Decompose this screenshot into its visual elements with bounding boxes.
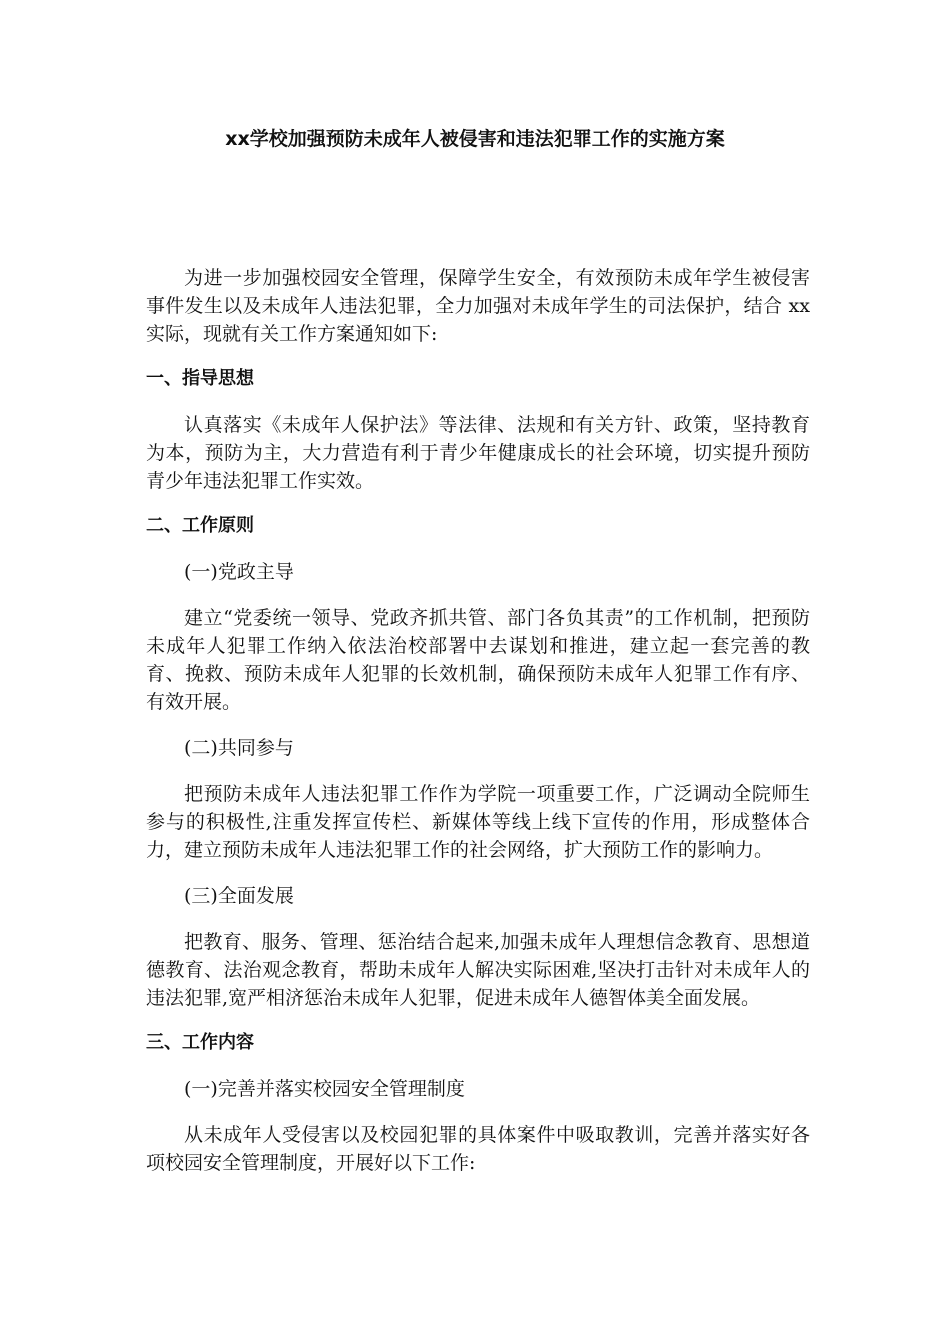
- section-heading-guiding-ideology: 一、指导思想: [146, 368, 254, 389]
- section-heading-work-content: 三、工作内容: [146, 1032, 254, 1053]
- document-body: [146, 264, 810, 1177]
- subheading-party-leadership: (一)党政主导: [184, 561, 294, 583]
- safety-management-paragraph: 从未成年人受侵害以及校园犯罪的具体案件中吸取教训，完善并落实好各项校园安全管理制度，开展好以下工作:: [146, 1124, 810, 1174]
- comprehensive-development-paragraph: 把教育、服务、管理、惩治结合起来,加强未成年人理想信念教育、思想道德教育、法治观念教育，帮助未成年人解决实际困难,坚决打击针对未成年人的违法犯罪,宽严相济惩治未成年人犯罪，促进未成年人德智体美全面发展。: [146, 931, 810, 1009]
- intro-paragraph: 为进一步加强校园安全管理，保障学生安全，有效预防未成年学生被侵害事件发生以及未成年人违法犯罪，全力加强对未成年学生的司法保护，结合 xx 实际，现就有关工作方案通知如下:: [146, 267, 810, 345]
- party-leadership-paragraph: 建立“党委统一领导、党政齐抓共管、部门各负其责”的工作机制，把预防未成年人犯罪工作纳入依法治校部署中去谋划和推进，建立起一套完善的教育、挽救、预防未成年人犯罪的长效机制，确保预防未成年人犯罪工作有序、有效开展。: [146, 607, 810, 713]
- subheading-joint-participation: (二)共同参与: [184, 737, 294, 759]
- subheading-safety-management: (一)完善并落实校园安全管理制度: [184, 1078, 465, 1100]
- subheading-comprehensive-development: (三)全面发展: [184, 885, 294, 907]
- guiding-ideology-paragraph: 认真落实《未成年人保护法》等法律、法规和有关方针、政策，坚持教育为本，预防为主，大力营造有利于青少年健康成长的社会环境，切实提升预防青少年违法犯罪工作实效。: [146, 414, 810, 492]
- section-heading-work-principles: 二、工作原则: [146, 515, 254, 536]
- document-title: xx学校加强预防未成年人被侵害和违法犯罪工作的实施方案: [225, 128, 725, 150]
- joint-participation-paragraph: 把预防未成年人违法犯罪工作作为学院一项重要工作，广泛调动全院师生参与的积极性,注重发挥宣传栏、新媒体等线上线下宣传的作用，形成整体合力，建立预防未成年人违法犯罪工作的社会网络，扩大预防工作的影响力。: [146, 783, 810, 861]
